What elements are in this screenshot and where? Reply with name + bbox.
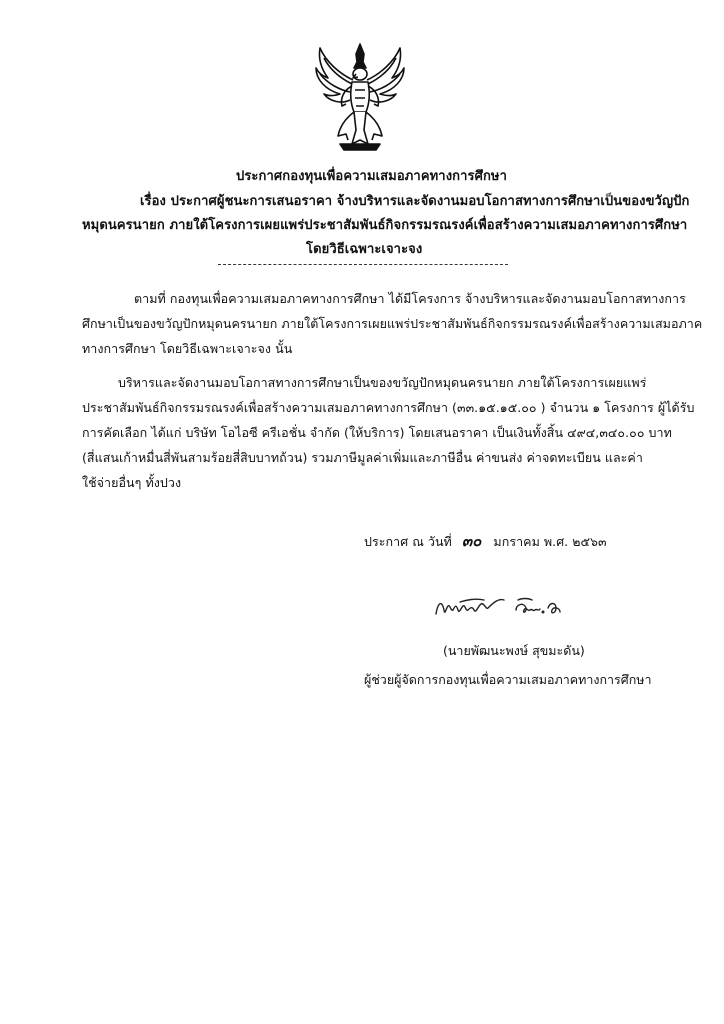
paragraph-1-line-1: ตามที่ กองทุนเพื่อความเสมอภาคทางการศึกษา ได้มีโครงการ จ้างบริหารและจัดงานมอบโอกาสทางการ (134, 291, 686, 306)
dateline-month-year: มกราคม พ.ศ. ๒๕๖๓ (493, 534, 607, 549)
signatory-name: (นายพัฒนะพงษ์ สุขมะดัน) (443, 643, 585, 658)
dateline-day: ๓๐ (461, 532, 482, 550)
dashed-divider (218, 264, 508, 265)
paragraph-2-line-3: การคัดเลือก ได้แก่ บริษัท โอไอซี ครีเอชั่น จำกัด (ให้บริการ) โดยเสนอราคา เป็นเงินทั้งสิ้น ๔๙๔,๓๔๐.๐๐ บาท (82, 425, 672, 440)
paragraph-2-line-1: บริหารและจัดงานมอบโอกาสทางการศึกษาเป็นของขวัญปักหมุดนครนายก ภายใต้โครงการเผยแพร่ (118, 375, 647, 390)
garuda-emblem-icon (310, 40, 410, 152)
paragraph-1-line-3: ทางการศึกษา โดยวิธีเฉพาะเจาะจง นั้น (82, 341, 293, 356)
dateline-prefix: ประกาศ ณ วันที่ (364, 534, 452, 549)
paragraph-1-line-2: ศึกษาเป็นของขวัญปักหมุดนครนายก ภายใต้โครงการเผยแพร่ประชาสัมพันธ์กิจกรรมรณรงค์เพื่อสร้างความเสมอภาค (82, 316, 703, 331)
paragraph-2-line-5: ใช้จ่ายอื่นๆ ทั้งปวง (82, 475, 182, 490)
dateline (364, 529, 607, 553)
signatory-position: ผู้ช่วยผู้จัดการกองทุนเพื่อความเสมอภาคทางการศึกษา (364, 672, 652, 687)
subject-line-2: หมุดนครนายก ภายใต้โครงการเผยแพร่ประชาสัมพันธ์กิจกรรมรณรงค์เพื่อสร้างความเสมอภาคทางการศึกษา (82, 218, 688, 233)
agency-title: ประกาศกองทุนเพื่อความเสมอภาคทางการศึกษา (236, 169, 507, 184)
paragraph-2-line-2: ประชาสัมพันธ์กิจกรรมรณรงค์เพื่อสร้างความเสมอภาคทางการศึกษา (๓๓.๑๕.๑๕.๐๐ ) จำนวน ๑ โครงการ ผู้ได้รับ (82, 400, 695, 415)
handwritten-signature (432, 588, 592, 628)
subject-line-3: โดยวิธีเฉพาะเจาะจง (306, 242, 423, 257)
paragraph-2-line-4: (สี่แสนเก้าหมื่นสี่พันสามร้อยสี่สิบบาทถ้วน) รวมภาษีมูลค่าเพิ่มและภาษีอื่น ค่าขนส่ง ค่าจดทะเบียน และค่า (82, 450, 643, 465)
subject-line-1: เรื่อง ประกาศผู้ชนะการเสนอราคา จ้างบริหารและจัดงานมอบโอกาสทางการศึกษาเป็นของขวัญปัก (140, 194, 690, 209)
